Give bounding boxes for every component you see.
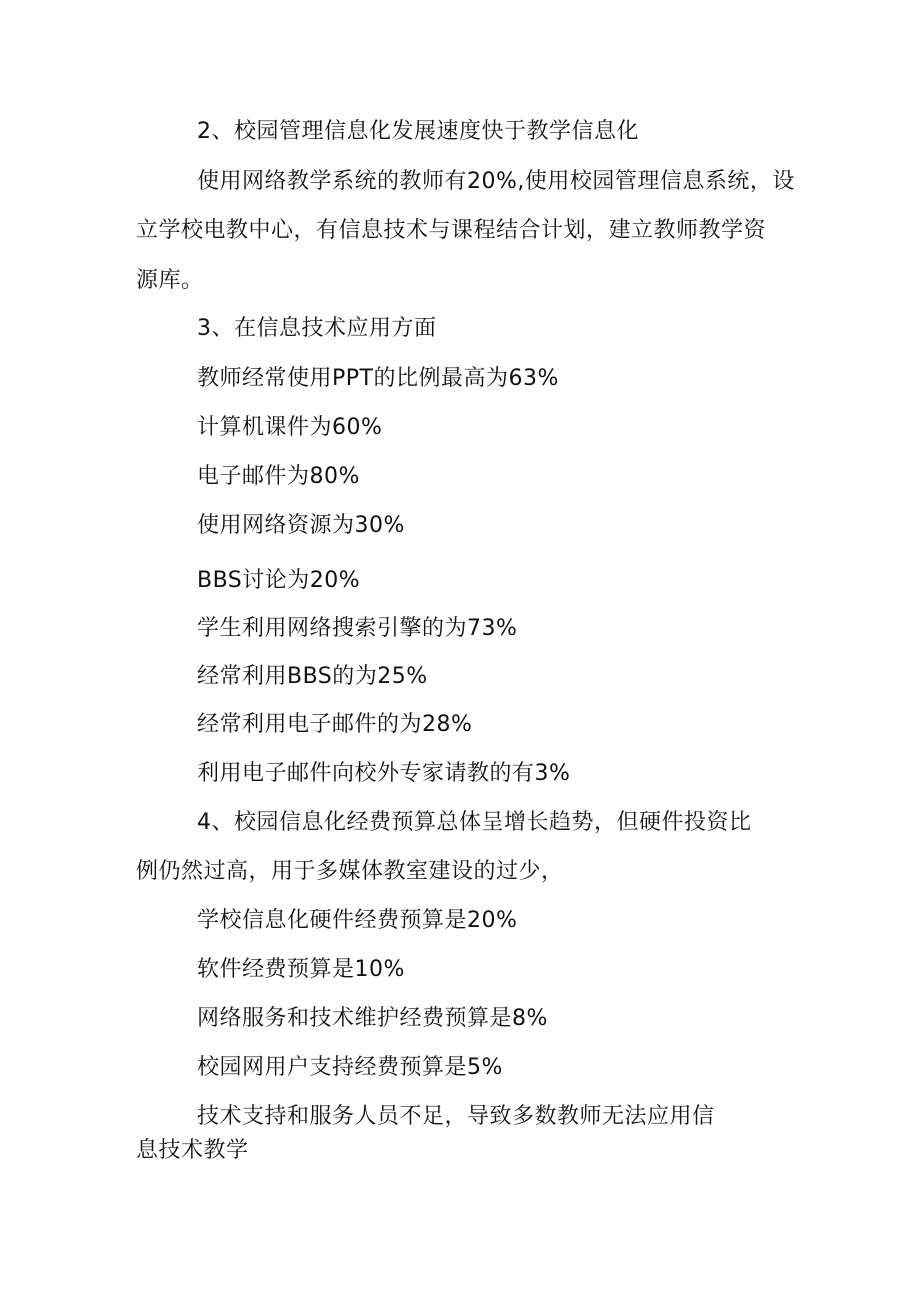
section-heading-2: 2、校园管理信息化发展速度快于教学信息化: [197, 119, 639, 144]
list-item: 教师经常使用PPT的比例最高为63%: [197, 366, 559, 391]
list-item: 校园网用户支持经费预算是5%: [197, 1055, 503, 1080]
paragraph-line: 例仍然过高，用于多媒体教室建设的过少，: [136, 859, 564, 884]
section-heading-3: 3、在信息技术应用方面: [197, 316, 437, 341]
paragraph-line: 使用网络教学系统的教师有20%,使用校园管理信息系统，设: [197, 169, 795, 194]
list-item: 经常利用电子邮件的为28%: [197, 712, 473, 737]
list-item: 学生利用网络搜索引擎的为73%: [197, 616, 518, 641]
list-item: 计算机课件为60%: [197, 415, 383, 440]
paragraph-line: 息技术教学: [136, 1138, 249, 1163]
paragraph-line: 源库。: [136, 268, 204, 293]
list-item: 学校信息化硬件经费预算是20%: [197, 908, 518, 933]
list-item: 软件经费预算是10%: [197, 957, 405, 982]
paragraph-line: 立学校电教中心，有信息技术与课程结合计划，建立教师教学资: [136, 218, 767, 243]
list-item: 网络服务和技术维护经费预算是8%: [197, 1006, 548, 1031]
list-item: 利用电子邮件向校外专家请教的有3%: [197, 761, 571, 786]
list-item: BBS讨论为20%: [197, 568, 361, 593]
paragraph-line: 技术支持和服务人员不足，导致多数教师无法应用信: [197, 1104, 715, 1129]
section-heading-4: 4、校园信息化经费预算总体呈增长趋势，但硬件投资比: [197, 810, 752, 835]
list-item: 使用网络资源为30%: [197, 513, 405, 538]
list-item: 经常利用BBS的为25%: [197, 664, 428, 689]
list-item: 电子邮件为80%: [197, 464, 360, 489]
